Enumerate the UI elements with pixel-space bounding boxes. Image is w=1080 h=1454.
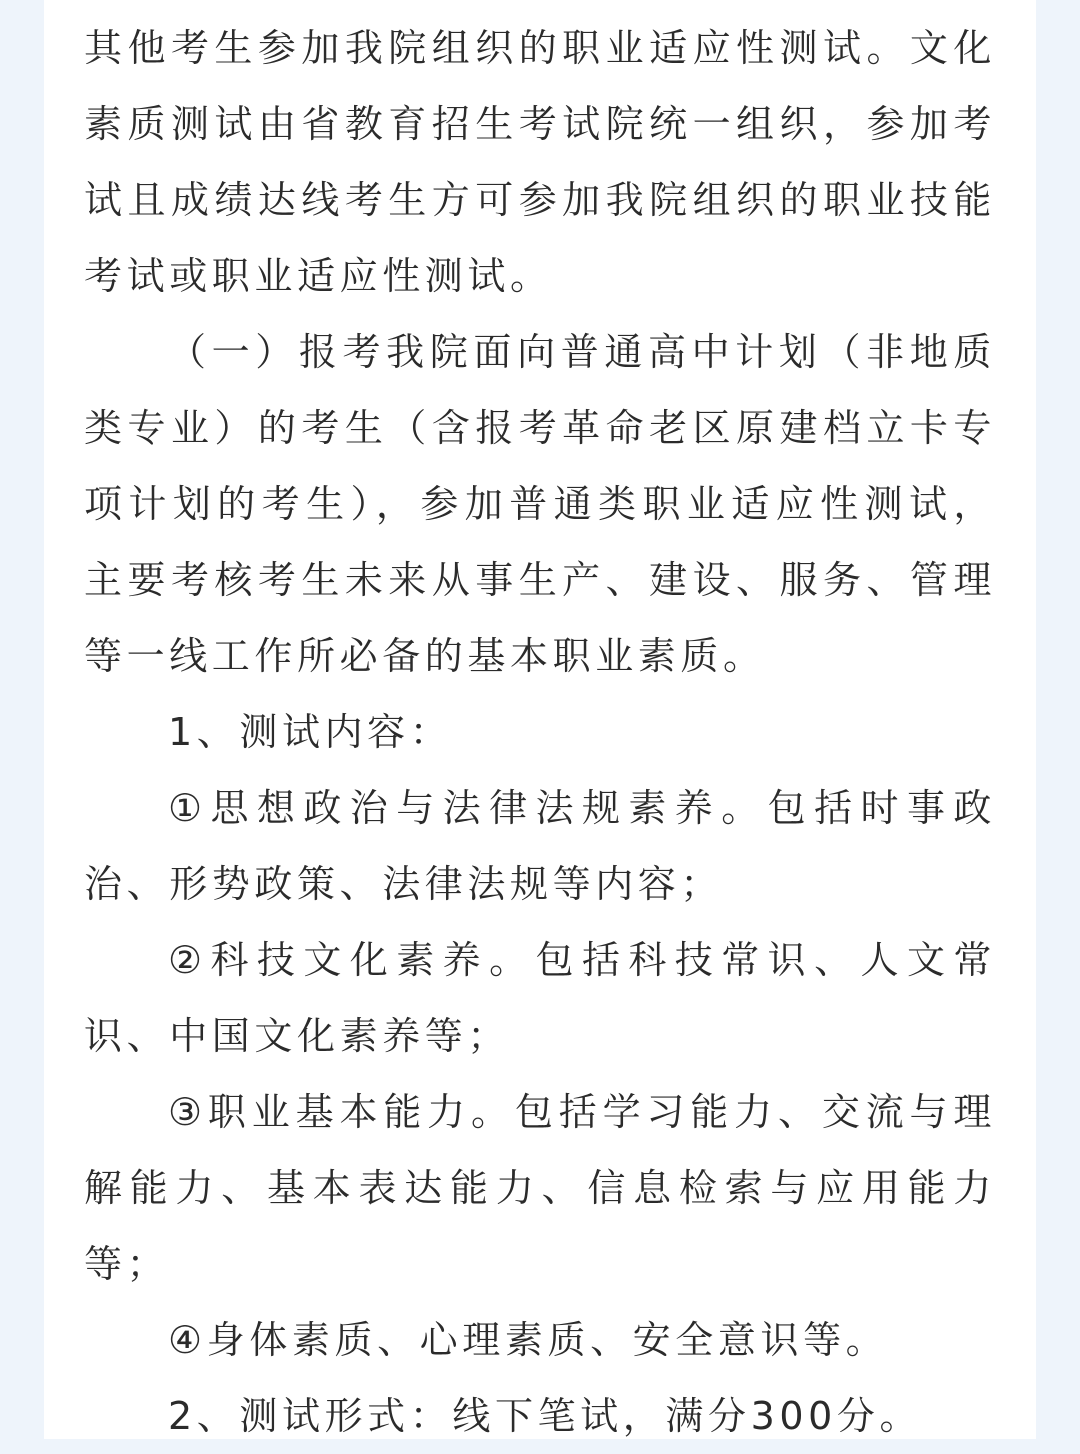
paragraph-test-format: 2、测试形式：线下笔试，满分300分。 [168, 1394, 923, 1438]
paragraph-item-3: ③职业基本能力。包括学习能力、交流与理解能力、基本表达能力、信息检索与应用能力等； [84, 1090, 996, 1286]
paragraph-item-4: ④身体素质、心理素质、安全意识等。 [168, 1318, 889, 1362]
paragraph-section-1: （一）报考我院面向普通高中计划（非地质类专业）的考生（含报考革命老区原建档立卡专项计划的考生），参加普通类职业适应性测试，主要考核考生未来从事生产、建设、服务、管理等一线工作所必备的基本职业素质。 [84, 330, 996, 678]
paragraph-test-content-heading: 1、测试内容： [168, 710, 453, 754]
paragraph-item-1: ①思想政治与法律法规素养。包括时事政治、形势政策、法律法规等内容； [84, 786, 996, 906]
paragraph-item-2: ②科技文化素养。包括科技常识、人文常识、中国文化素养等； [84, 938, 996, 1058]
document-body [84, 10, 996, 1454]
document-page [44, 0, 1036, 1439]
paragraph-intro: 其他考生参加我院组织的职业适应性测试。文化素质测试由省教育招生考试院统一组织，参加考试且成绩达线考生方可参加我院组织的职业技能考试或职业适应性测试。 [84, 26, 996, 298]
